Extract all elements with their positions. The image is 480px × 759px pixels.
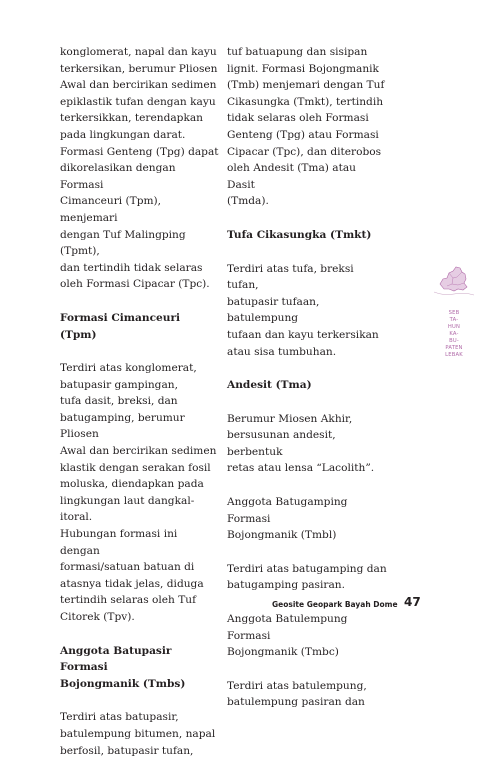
text-line: dan tertindih tidak selaras: [60, 261, 203, 274]
text-line: Formasi Cimanceuri (Tpm): [60, 311, 181, 341]
paragraph: [227, 261, 387, 361]
text-line: Terdiri atas batugamping dan: [227, 562, 387, 575]
text-line: atau sisa tumbuhan.: [227, 345, 337, 358]
side-label-line: KA-: [449, 331, 459, 337]
paragraph: [227, 411, 387, 477]
text-line: Bojongmanik (Tmbc): [227, 646, 339, 659]
text-line: dengan Tuf Malingping (Tpmt),: [60, 228, 186, 258]
text-line: Cikasungka (Tmkt), tertindih: [227, 95, 384, 108]
footer-title: Geosite Geopark Bayah Dome: [272, 600, 398, 609]
text-line: Berumur Miosen Akhir,: [227, 412, 353, 425]
paragraph: [227, 44, 387, 210]
text-line: pada lingkungan darat.: [60, 128, 186, 141]
right-column: [227, 44, 387, 711]
paragraph: [60, 709, 220, 759]
text-line: berfosil, batupasir tufan,: [60, 744, 194, 757]
text-line: batugamping pasiran.: [227, 579, 345, 592]
text-line: Terdiri atas batupasir,: [60, 711, 179, 724]
text-line: (Tmb) menjemari dengan Tuf: [227, 79, 385, 92]
side-label-line: SEB: [448, 310, 460, 316]
left-column: [60, 44, 220, 759]
text-line: Anggota Batulempung Formasi: [227, 613, 348, 642]
text-line: Terdiri atas tufa, breksi tufan,: [227, 262, 354, 292]
text-line: Awal dan bercirikan sedimen: [60, 445, 217, 458]
text-line: tufa dasit, breksi, dan: [60, 395, 178, 408]
text-line: terkersikkan, terendapkan: [60, 112, 204, 125]
text-line: lignit. Formasi Bojongmanik: [227, 62, 379, 75]
lebak-regency-map-icon: [434, 262, 474, 296]
section-heading: [60, 643, 220, 693]
text-line: Anggota Batupasir Formasi: [60, 644, 172, 674]
page-number: 47: [404, 595, 421, 609]
side-label-line: HUN: [447, 324, 461, 330]
text-line: retas atau lensa “Lacolith”.: [227, 462, 375, 475]
text-line: bersusunan andesit, berbentuk: [227, 429, 336, 458]
text-line: batulempung pasiran dan: [227, 696, 365, 709]
text-line: Terdiri atas batulempung,: [227, 679, 367, 692]
side-label-line: BU-: [449, 338, 459, 344]
text-line: formasi/satuan batuan di: [60, 561, 195, 574]
text-line: Awal dan bercirikan sedimen: [60, 79, 217, 92]
paragraph: [227, 611, 387, 661]
text-line: batupasir tufaan, batulempung: [227, 295, 320, 325]
text-line: Anggota Batugamping Formasi: [227, 496, 348, 525]
side-label-line: PATEN: [445, 345, 463, 351]
text-line: atasnya tidak jelas, diduga: [60, 577, 204, 590]
paragraph: [60, 44, 220, 293]
text-line: dikorelasikan dengan Formasi: [60, 162, 176, 191]
text-line: batugamping, berumur Pliosen: [60, 411, 185, 441]
text-line: batupasir gampingan,: [60, 378, 178, 391]
paragraph: [227, 494, 387, 544]
text-line: (Tmda).: [227, 195, 269, 208]
text-line: Hubungan formasi ini dengan: [60, 528, 178, 557]
text-line: terkersikan, berumur Pliosen: [60, 62, 218, 75]
text-line: Bojongmanik (Tmbl): [227, 529, 337, 542]
text-line: batulempung bitumen, napal: [60, 727, 216, 740]
text-line: oleh Formasi Cipacar (Tpc).: [60, 278, 210, 291]
paragraph: [227, 561, 387, 594]
text-line: oleh Andesit (Tma) atau Dasit: [227, 162, 356, 191]
text-line: Terdiri atas konglomerat,: [60, 362, 197, 375]
paragraph: [60, 360, 220, 626]
section-heading: [60, 310, 220, 343]
text-line: klastik dengan serakan fosil: [60, 461, 211, 474]
text-line: Cipacar (Tpc), dan diterobos: [227, 145, 382, 158]
text-line: Tufa Cikasungka (Tmkt): [227, 228, 372, 241]
text-line: lingkungan laut dangkal-itoral.: [60, 494, 195, 524]
paragraph: [227, 678, 387, 711]
side-label-line: LEBAK: [445, 352, 463, 358]
text-line: moluska, diendapkan pada: [60, 478, 204, 491]
text-line: tuf batuapung dan sisipan: [227, 46, 368, 58]
text-line: Genteng (Tpg) atau Formasi: [227, 128, 379, 141]
section-heading: [227, 227, 387, 244]
text-line: Bojongmanik (Tmbs): [60, 677, 186, 690]
side-label-line: TA-: [449, 317, 459, 323]
section-heading: [227, 377, 387, 394]
text-line: tidak selaras oleh Formasi: [227, 112, 369, 125]
side-label: [434, 310, 474, 359]
text-line: Citorek (Tpv).: [60, 611, 135, 623]
text-line: konglomerat, napal dan kayu: [60, 46, 217, 58]
text-line: tufaan dan kayu terkersikan: [227, 328, 379, 341]
text-line: Cimanceuri (Tpm), menjemari: [60, 195, 162, 224]
text-line: Formasi Genteng (Tpg) dapat: [60, 145, 219, 158]
text-line: tertindih selaras oleh Tuf: [60, 594, 197, 607]
text-line: epiklastik tufan dengan kayu: [60, 95, 216, 108]
side-panel: [434, 262, 474, 359]
text-line: Andesit (Tma): [227, 379, 312, 392]
